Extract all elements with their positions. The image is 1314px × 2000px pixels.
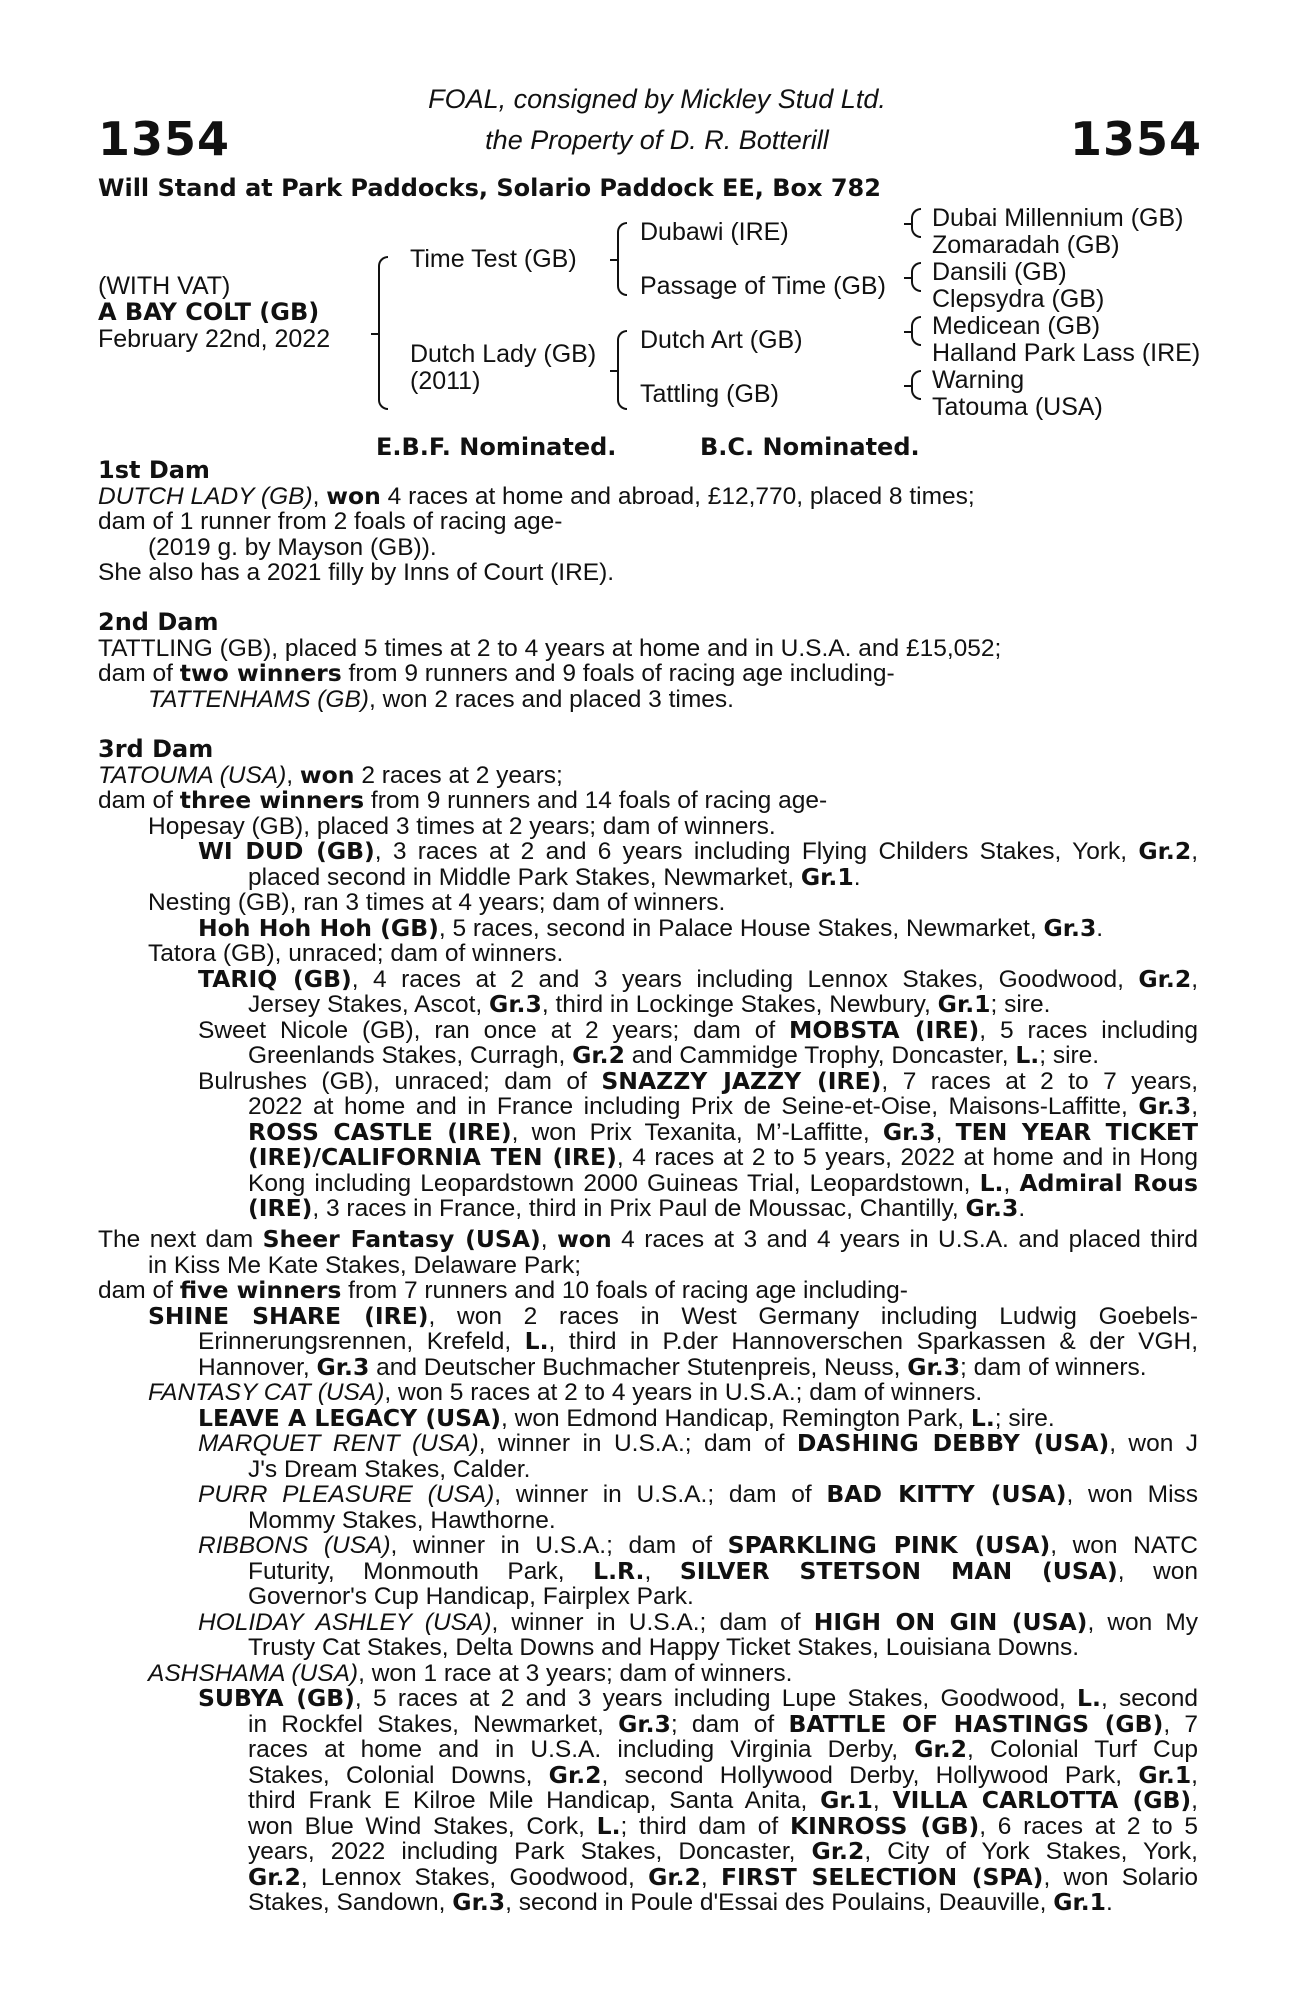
brace-g3 bbox=[911, 316, 921, 346]
third-dam-line: Sweet Nicole (GB), ran once at 2 years; dam of MOBSTA (IRE), 5 races including bbox=[198, 1015, 1198, 1044]
third-dam-line: TATOUMA (USA), won 2 races at 2 years; bbox=[98, 760, 563, 789]
next-dam-line: in Kiss Me Kate Stakes, Delaware Park; bbox=[148, 1251, 582, 1279]
sire-name: Time Test (GB) bbox=[410, 245, 577, 273]
next-dam-line: ASHSHAMA (USA), won 1 race at 3 years; dam of winners. bbox=[148, 1659, 793, 1687]
third-dam-line: Jersey Stakes, Ascot, Gr.3, third in Lockinge Stakes, Newbury, Gr.1; sire. bbox=[248, 990, 1051, 1018]
next-dam-line: Erinnerungsrennen, Krefeld, L., third in P.der Hannoverschen Sparkassen & der VGH, bbox=[198, 1327, 1199, 1355]
third-dam-line: (IRE), 3 races in France, third in Prix Paul de Moussac, Chantilly, Gr.3. bbox=[248, 1194, 1026, 1222]
dam-year: (2011) bbox=[410, 367, 481, 395]
second-dam-line: TATTLING (GB), placed 5 times at 2 to 4 years at home and in U.S.A. and £15,052; bbox=[98, 634, 1002, 662]
lot-number-right: 1354 bbox=[1069, 112, 1202, 166]
lot-number-left: 1354 bbox=[98, 112, 231, 166]
first-dam-title: 1st Dam bbox=[98, 456, 210, 484]
dam-dam: Tattling (GB) bbox=[640, 380, 779, 408]
first-dam-section bbox=[98, 458, 1198, 586]
property-line: the Property of D. R. Botterill bbox=[485, 125, 829, 155]
next-dam-line: dam of five winners from 7 runners and 10 foals of racing age including- bbox=[98, 1276, 908, 1304]
third-dam-line: WI DUD (GB), 3 races at 2 and 6 years including Flying Childers Stakes, York, Gr.2, bbox=[198, 837, 1198, 865]
first-dam-line: DUTCH LADY (GB), won 4 races at home and abroad, £12,770, placed 8 times; bbox=[98, 481, 975, 510]
next-dam-line: SHINE SHARE (IRE), won 2 races in West Germany including Ludwig Goebels- bbox=[148, 1301, 1198, 1330]
first-dam-line: She also has a 2021 filly by Inns of Court (IRE). bbox=[98, 559, 615, 586]
gg-6: Halland Park Lass (IRE) bbox=[932, 339, 1201, 367]
third-dam-line: dam of three winners from 9 runners and 14 foals of racing age- bbox=[98, 786, 828, 814]
third-dam-line: Hopesay (GB), placed 3 times at 2 years; dam of winners. bbox=[148, 812, 776, 840]
sire-dam: Passage of Time (GB) bbox=[640, 272, 886, 300]
gg-8: Tatouma (USA) bbox=[932, 393, 1103, 421]
third-dam-line: Kong including Leopardstown 2000 Guineas Trial, Leopardstown, L., Admiral Rous bbox=[248, 1168, 1199, 1197]
brace-g2 bbox=[911, 262, 921, 292]
next-dam-line: PURR PLEASURE (USA), winner in U.S.A.; dam of BAD KITTY (USA), won Miss bbox=[198, 1480, 1199, 1508]
consignor-line: FOAL, consigned by Mickley Stud Ltd. bbox=[428, 84, 886, 114]
second-dam-title: 2nd Dam bbox=[98, 608, 219, 636]
gg-3: Dansili (GB) bbox=[932, 258, 1067, 286]
next-dam-line: Governor's Cup Handicap, Fairplex Park. bbox=[248, 1583, 694, 1610]
third-dam-line: ROSS CASTLE (IRE), won Prix Texanita, M’-Laffitte, Gr.3, TEN YEAR TICKET bbox=[248, 1117, 1198, 1146]
next-dam-line: Stakes, Colonial Downs, Gr.2, second Hollywood Derby, Hollywood Park, Gr.1, bbox=[248, 1760, 1198, 1789]
gg-5: Medicean (GB) bbox=[932, 312, 1101, 340]
first-dam-line: dam of 1 runner from 2 foals of racing age- bbox=[98, 508, 563, 535]
next-dam-line: races at home and in U.S.A. including Virginia Derby, Gr.2, Colonial Turf Cup bbox=[248, 1735, 1199, 1763]
stand-location: Will Stand at Park Paddocks, Solario Paddock EE, Box 782 bbox=[98, 174, 881, 202]
next-dam-line: FANTASY CAT (USA), won 5 races at 2 to 4 years in U.S.A.; dam of winners. bbox=[148, 1379, 983, 1406]
ebf-nomination: E.B.F. Nominated. bbox=[376, 433, 617, 461]
third-dam-line: Tatora (GB), unraced; dam of winners. bbox=[148, 940, 564, 967]
gg-4: Clepsydra (GB) bbox=[932, 285, 1105, 313]
next-dam-line: Hannover, Gr.3 and Deutscher Buchmacher Stutenpreis, Neuss, Gr.3; dam of winners. bbox=[198, 1352, 1147, 1381]
sire-sire: Dubawi (IRE) bbox=[640, 218, 789, 246]
brace-sire bbox=[617, 222, 627, 296]
next-dam-line: won Blue Wind Stakes, Cork, L.; third dam of KINROSS (GB), 6 races at 2 to 5 bbox=[248, 1811, 1198, 1840]
next-dam-line: Mommy Stakes, Hawthorne. bbox=[248, 1506, 556, 1534]
next-dam-line: LEAVE A LEGACY (USA), won Edmond Handicap, Remington Park, L.; sire. bbox=[198, 1403, 1055, 1432]
second-dam-section bbox=[98, 610, 1198, 712]
next-dam-line: Trusty Cat Stakes, Delta Downs and Happy Ticket Stakes, Louisiana Downs. bbox=[248, 1634, 1080, 1661]
next-dam-line: in Rockfel Stakes, Newmarket, Gr.3; dam of BATTLE OF HASTINGS (GB), 7 bbox=[248, 1709, 1198, 1738]
third-dam-line: (IRE)/CALIFORNIA TEN (IRE), 4 races at 2 to 5 years, 2022 at home and in Hong bbox=[248, 1143, 1198, 1171]
dam-sire: Dutch Art (GB) bbox=[640, 326, 803, 354]
third-dam-line: TARIQ (GB), 4 races at 2 and 3 years including Lennox Stakes, Goodwood, Gr.2, bbox=[198, 964, 1198, 993]
next-dam-section bbox=[98, 1227, 1198, 1916]
third-dam-title: 3rd Dam bbox=[98, 735, 214, 763]
first-dam-line: (2019 g. by Mayson (GB)). bbox=[148, 533, 437, 561]
third-dam-line: Bulrushes (GB), unraced; dam of SNAZZY JAZZY (IRE), 7 races at 2 to 7 years, bbox=[198, 1066, 1199, 1095]
next-dam-line: RIBBONS (USA), winner in U.S.A.; dam of SPARKLING PINK (USA), won NATC bbox=[198, 1531, 1198, 1559]
next-dam-line: Gr.2, Lennox Stakes, Goodwood, Gr.2, FIRST SELECTION (SPA), won Solario bbox=[248, 1862, 1198, 1891]
gg-2: Zomaradah (GB) bbox=[932, 231, 1120, 259]
bc-nomination: B.C. Nominated. bbox=[700, 433, 920, 461]
next-dam-line: MARQUET RENT (USA), winner in U.S.A.; dam of DASHING DEBBY (USA), won J bbox=[198, 1429, 1199, 1457]
horse-name: A BAY COLT (GB) bbox=[98, 298, 320, 326]
third-dam-line: 2022 at home and in France including Prix de Seine-et-Oise, Maisons-Laffitte, Gr.3, bbox=[248, 1092, 1198, 1120]
next-dam-line: Stakes, Sandown, Gr.3, second in Poule d'Essai des Poulains, Deauville, Gr.1. bbox=[248, 1888, 1113, 1916]
third-dam-line: Greenlands Stakes, Curragh, Gr.2 and Cammidge Trophy, Doncaster, L.; sire. bbox=[248, 1041, 1100, 1069]
next-dam-line: SUBYA (GB), 5 races at 2 and 3 years including Lupe Stakes, Goodwood, L., second bbox=[198, 1684, 1199, 1712]
birth-date: February 22nd, 2022 bbox=[98, 325, 331, 353]
next-dam-line: Futurity, Monmouth Park, L.R., SILVER STETSON MAN (USA), won bbox=[248, 1556, 1199, 1585]
vat-label: (WITH VAT) bbox=[98, 272, 231, 300]
third-dam-section bbox=[98, 737, 1198, 1222]
third-dam-line: placed second in Middle Park Stakes, Newmarket, Gr.1. bbox=[248, 862, 861, 891]
brace-g1 bbox=[911, 208, 921, 238]
brace-g4 bbox=[911, 370, 921, 400]
third-dam-line: Hoh Hoh Hoh (GB), 5 races, second in Palace House Stakes, Newmarket, Gr.3. bbox=[198, 913, 1104, 942]
dam-name: Dutch Lady (GB) bbox=[410, 340, 597, 368]
brace-parents bbox=[378, 256, 388, 410]
brace-dam bbox=[617, 330, 627, 410]
second-dam-line: dam of two winners from 9 runners and 9 foals of racing age including- bbox=[98, 659, 895, 687]
second-dam-line: TATTENHAMS (GB), won 2 races and placed 3 times. bbox=[148, 685, 734, 713]
gg-1: Dubai Millennium (GB) bbox=[932, 204, 1184, 232]
third-dam-line: Nesting (GB), ran 3 times at 4 years; dam of winners. bbox=[148, 889, 726, 916]
next-dam-line: J's Dream Stakes, Calder. bbox=[248, 1455, 531, 1483]
next-dam-line: years, 2022 including Park Stakes, Doncaster, Gr.2, City of York Stakes, York, bbox=[248, 1837, 1198, 1865]
next-dam-line: HOLIDAY ASHLEY (USA), winner in U.S.A.; dam of HIGH ON GIN (USA), won My bbox=[198, 1607, 1198, 1636]
next-dam-line: The next dam Sheer Fantasy (USA), won 4 races at 3 and 4 years in U.S.A. and placed third bbox=[98, 1225, 1199, 1253]
next-dam-line: third Frank E Kilroe Mile Handicap, Santa Anita, Gr.1, VILLA CARLOTTA (GB), bbox=[248, 1786, 1198, 1814]
gg-7: Warning bbox=[932, 366, 1025, 394]
